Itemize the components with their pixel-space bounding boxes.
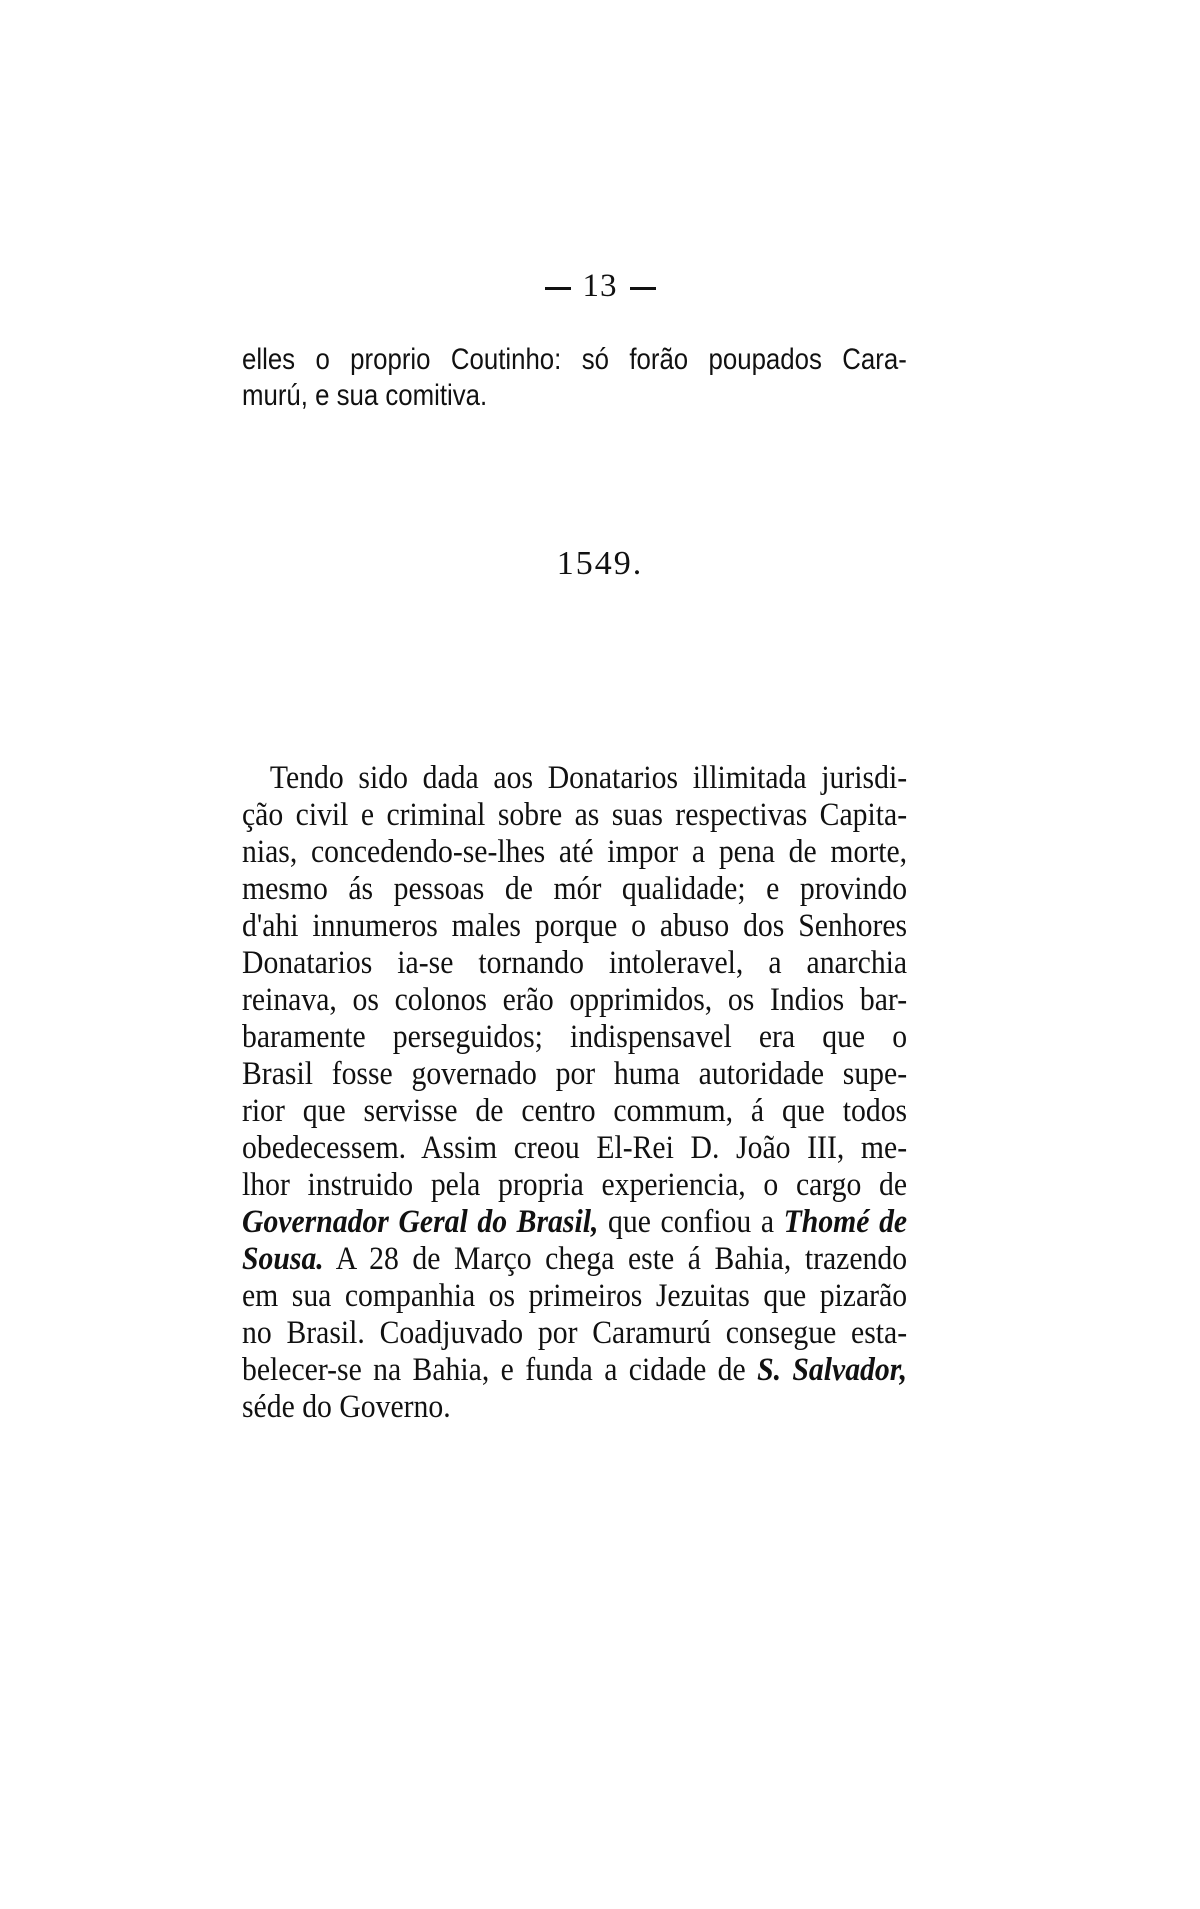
- section-year: 1549.: [556, 545, 644, 582]
- intro-line: elles o proprio Coutinho: só forão poupados Cara-: [242, 343, 907, 376]
- intro-line: murú, e sua comitiva.: [242, 379, 488, 412]
- paragraph-line: [242, 1241, 907, 1277]
- paragraph-line: ção civil e criminal sobre as suas respectivas Capita-: [242, 797, 908, 833]
- paragraph-line: séde do Governo.: [242, 1389, 451, 1425]
- paragraph-line: nias, concedendo-se-lhes até impor a pena de morte,: [242, 834, 908, 870]
- italic-name-thome: Thomé de: [783, 1204, 908, 1240]
- paragraph-line: Donatarios ia-se tornando intoleravel, a anarchia: [242, 945, 908, 981]
- italic-name-sousa: Sousa.: [242, 1241, 324, 1277]
- paragraph-line: no Brasil. Coadjuvado por Caramurú consegue esta-: [242, 1315, 908, 1351]
- italic-title-governador: Governador Geral do Brasil,: [242, 1204, 599, 1240]
- paragraph-line: Brasil fosse governado por huma autoridade supe-: [242, 1056, 908, 1092]
- page-number: 13: [582, 268, 618, 304]
- paragraph-text: que confiou a: [598, 1204, 784, 1240]
- paragraph-text: belecer-se na Bahia, e funda a cidade de: [242, 1352, 758, 1388]
- right-dash: [630, 287, 656, 290]
- paragraph-line: em sua companhia os primeiros Jezuitas que pizarão: [242, 1278, 908, 1314]
- paragraph-line: mesmo ás pessoas de mór qualidade; e provindo: [242, 871, 908, 907]
- paragraph-text: A 28 de Março chega este á Bahia, trazendo: [323, 1241, 908, 1277]
- paragraph-line: obedecessem. Assim creou El-Rei D. João III, me-: [242, 1130, 908, 1166]
- italic-place-salvador: S. Salvador,: [757, 1352, 908, 1388]
- paragraph-line: lhor instruido pela propria experiencia, o cargo de: [242, 1167, 908, 1203]
- page-header: [0, 268, 1200, 305]
- paragraph-line: [242, 1352, 907, 1388]
- paragraph-line: Tendo sido dada aos Donatarios illimitada jurisdi-: [269, 760, 908, 796]
- paragraph-line: baramente perseguidos; indispensavel era que o: [242, 1019, 908, 1055]
- paragraph-line: [242, 1204, 907, 1240]
- paragraph-line: reinava, os colonos erão opprimidos, os Indios bar-: [242, 982, 908, 1018]
- paragraph-line: d'ahi innumeros males porque o abuso dos Senhores: [242, 908, 908, 944]
- left-dash: [545, 287, 571, 290]
- paragraph-line: rior que servisse de centro commum, á que todos: [242, 1093, 908, 1129]
